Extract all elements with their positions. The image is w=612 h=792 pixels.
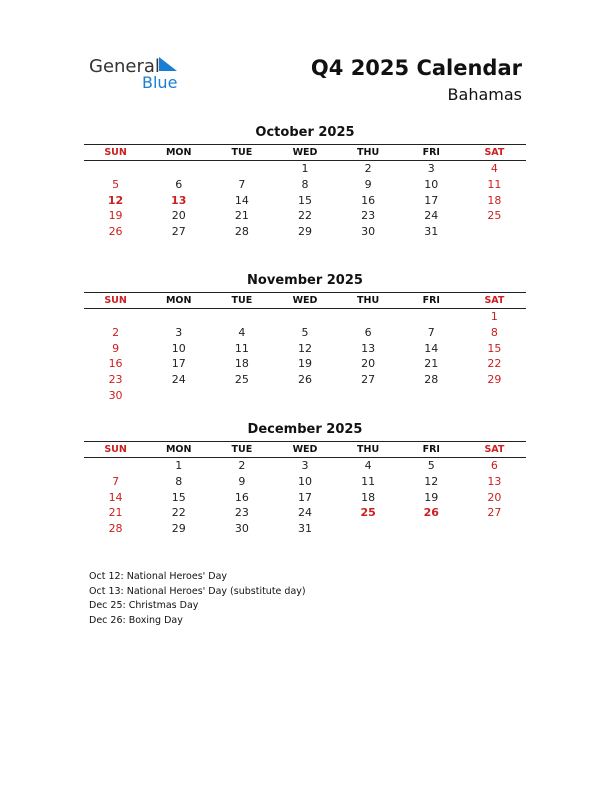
day-cell: 11: [234, 341, 249, 355]
empty-day-cell: [337, 521, 400, 537]
day-cell: 26: [297, 373, 312, 387]
day-cell: 31: [424, 225, 439, 239]
weekday-label: TUE: [231, 147, 253, 158]
day-cell: 24: [424, 209, 439, 223]
day-cell: 28: [424, 373, 439, 387]
day-cell: 10: [297, 474, 312, 488]
day-cell: 2: [112, 325, 120, 339]
day-cell: 28: [108, 522, 123, 536]
weekday-label: SAT: [484, 295, 505, 306]
weekday-label: MON: [165, 295, 192, 306]
day-cell: 5: [112, 177, 120, 191]
weekday-label: SUN: [104, 147, 127, 158]
empty-day-cell: [337, 309, 400, 325]
weekday-label: SAT: [484, 444, 505, 455]
day-cell: 24: [297, 506, 312, 520]
holiday-note: Oct 12: National Heroes' Day: [89, 571, 228, 582]
weekday-label: THU: [357, 444, 380, 455]
day-cell: 4: [490, 162, 498, 175]
month-title: December 2025: [247, 422, 363, 437]
weekday-label: SUN: [104, 444, 127, 455]
day-cell: 14: [108, 490, 123, 504]
day-cell: 18: [487, 193, 502, 207]
day-cell: 27: [171, 225, 186, 239]
day-cell: 10: [171, 341, 186, 355]
week-row: [84, 505, 526, 521]
day-cell: 13: [361, 341, 376, 355]
day-cell: 20: [487, 490, 502, 504]
day-cell: 29: [171, 522, 186, 536]
weekday-label: MON: [165, 147, 192, 158]
weekday-label: MON: [165, 444, 192, 455]
page-title: Q4 2025 Calendar: [310, 56, 522, 80]
day-cell: 5: [427, 459, 435, 472]
day-cell: 22: [487, 357, 502, 371]
day-cell: 31: [297, 522, 312, 536]
day-cell: 7: [427, 325, 435, 339]
day-cell: 17: [297, 490, 312, 504]
week-row: [84, 490, 526, 506]
day-cell: 14: [234, 193, 249, 207]
day-cell: 30: [234, 522, 249, 536]
day-cell: 2: [238, 459, 246, 472]
day-cell: 26: [108, 225, 123, 239]
empty-day-cell: [210, 161, 273, 177]
day-cell: 23: [234, 506, 249, 520]
weekday-label: WED: [292, 147, 318, 158]
day-cell: 6: [175, 177, 183, 191]
week-row: [84, 208, 526, 224]
day-cell: 16: [108, 357, 123, 371]
day-cell: 5: [301, 325, 309, 339]
empty-day-cell: [337, 388, 400, 404]
day-cell: 24: [171, 373, 186, 387]
week-row: [84, 388, 526, 404]
day-cell: 19: [108, 209, 123, 223]
day-cell: 8: [490, 325, 498, 339]
day-cell: 27: [361, 373, 376, 387]
logo: [89, 56, 189, 92]
logo-triangle-icon: [159, 57, 177, 71]
week-row: [84, 521, 526, 537]
day-cell: 15: [297, 193, 312, 207]
day-cell: 11: [361, 474, 376, 488]
day-cell: 9: [238, 474, 246, 488]
weekday-label: THU: [357, 147, 380, 158]
day-cell: 10: [424, 177, 439, 191]
empty-day-cell: [273, 388, 336, 404]
weekday-header: [84, 292, 526, 309]
day-cell: 21: [234, 209, 249, 223]
day-cell: 3: [427, 162, 435, 175]
week-row: [84, 325, 526, 341]
empty-day-cell: [84, 309, 147, 325]
day-cell: 16: [361, 193, 376, 207]
week-row: [84, 372, 526, 388]
weekday-label: TUE: [231, 444, 253, 455]
weekday-label: WED: [292, 295, 318, 306]
day-cell: 29: [487, 373, 502, 387]
empty-day-cell: [147, 161, 210, 177]
empty-day-cell: [210, 309, 273, 325]
empty-day-cell: [84, 458, 147, 474]
week-row: [84, 341, 526, 357]
day-cell: 26: [423, 506, 439, 520]
day-cell: 6: [364, 325, 372, 339]
day-cell: 9: [364, 177, 372, 191]
weekday-label: FRI: [422, 444, 440, 455]
day-cell: 4: [364, 459, 372, 472]
weekday-label: SUN: [104, 295, 127, 306]
month-title: November 2025: [247, 273, 363, 288]
country-name: Bahamas: [447, 85, 522, 104]
logo-general-text: General: [89, 56, 160, 77]
day-cell: 18: [361, 490, 376, 504]
empty-day-cell: [273, 309, 336, 325]
week-row: [84, 474, 526, 490]
day-cell: 12: [297, 341, 312, 355]
day-cell: 12: [107, 193, 124, 207]
day-cell: 23: [361, 209, 376, 223]
logo-blue-text: Blue: [142, 73, 178, 92]
holiday-notes: [89, 570, 306, 629]
day-cell: 27: [487, 506, 502, 520]
day-cell: 25: [487, 209, 502, 223]
holiday-note: Oct 13: National Heroes' Day (substitute day): [89, 585, 306, 597]
empty-day-cell: [147, 388, 210, 404]
empty-day-cell: [463, 521, 526, 537]
day-cell: 15: [487, 341, 502, 355]
empty-day-cell: [400, 388, 463, 404]
weekday-label: FRI: [422, 147, 440, 158]
day-cell: 28: [234, 225, 249, 239]
week-row: [84, 458, 526, 474]
month-title: October 2025: [255, 125, 355, 140]
day-cell: 6: [490, 459, 498, 472]
empty-day-cell: [463, 388, 526, 404]
week-row: [84, 309, 526, 325]
holiday-note: Dec 25: Christmas Day: [89, 600, 199, 612]
week-row: [84, 356, 526, 372]
day-cell: 1: [490, 310, 498, 323]
day-cell: 8: [175, 474, 183, 488]
day-cell: 23: [108, 373, 123, 387]
day-cell: 25: [360, 506, 376, 520]
day-cell: 15: [171, 490, 186, 504]
day-cell: 30: [108, 388, 123, 402]
month-december: [84, 422, 526, 537]
empty-day-cell: [210, 388, 273, 404]
empty-day-cell: [463, 224, 526, 240]
empty-day-cell: [400, 521, 463, 537]
day-cell: 17: [171, 357, 186, 371]
day-cell: 20: [171, 209, 186, 223]
day-cell: 1: [175, 459, 183, 472]
day-cell: 13: [171, 193, 187, 207]
day-cell: 22: [171, 506, 186, 520]
day-cell: 21: [424, 357, 439, 371]
day-cell: 2: [364, 162, 372, 175]
weekday-label: FRI: [422, 295, 440, 306]
day-cell: 18: [234, 357, 249, 371]
day-cell: 25: [234, 373, 249, 387]
week-row: [84, 177, 526, 193]
month-november: [84, 273, 526, 404]
empty-day-cell: [84, 161, 147, 177]
day-cell: 20: [361, 357, 376, 371]
day-cell: 12: [424, 474, 439, 488]
empty-day-cell: [147, 309, 210, 325]
weekday-label: THU: [357, 295, 380, 306]
weekday-label: SAT: [484, 147, 505, 158]
week-row: [84, 161, 526, 177]
day-cell: 7: [112, 474, 120, 488]
day-cell: 3: [301, 459, 309, 472]
day-cell: 19: [424, 490, 439, 504]
day-cell: 9: [112, 341, 120, 355]
day-cell: 29: [297, 225, 312, 239]
day-cell: 8: [301, 177, 309, 191]
month-october: [84, 125, 526, 240]
day-cell: 22: [297, 209, 312, 223]
day-cell: 19: [297, 357, 312, 371]
weekday-header: [84, 441, 526, 458]
empty-day-cell: [400, 309, 463, 325]
holiday-note: Dec 26: Boxing Day: [89, 615, 183, 627]
day-cell: 14: [424, 341, 439, 355]
day-cell: 30: [361, 225, 376, 239]
day-cell: 11: [487, 177, 502, 191]
day-cell: 3: [175, 325, 183, 339]
weekday-header: [84, 144, 526, 161]
day-cell: 17: [424, 193, 439, 207]
week-row: [84, 193, 526, 209]
day-cell: 7: [238, 177, 246, 191]
day-cell: 21: [108, 506, 123, 520]
week-row: [84, 224, 526, 240]
weekday-label: TUE: [231, 295, 253, 306]
day-cell: 1: [301, 162, 309, 175]
weekday-label: WED: [292, 444, 318, 455]
day-cell: 13: [487, 474, 502, 488]
day-cell: 4: [238, 325, 246, 339]
day-cell: 16: [234, 490, 249, 504]
